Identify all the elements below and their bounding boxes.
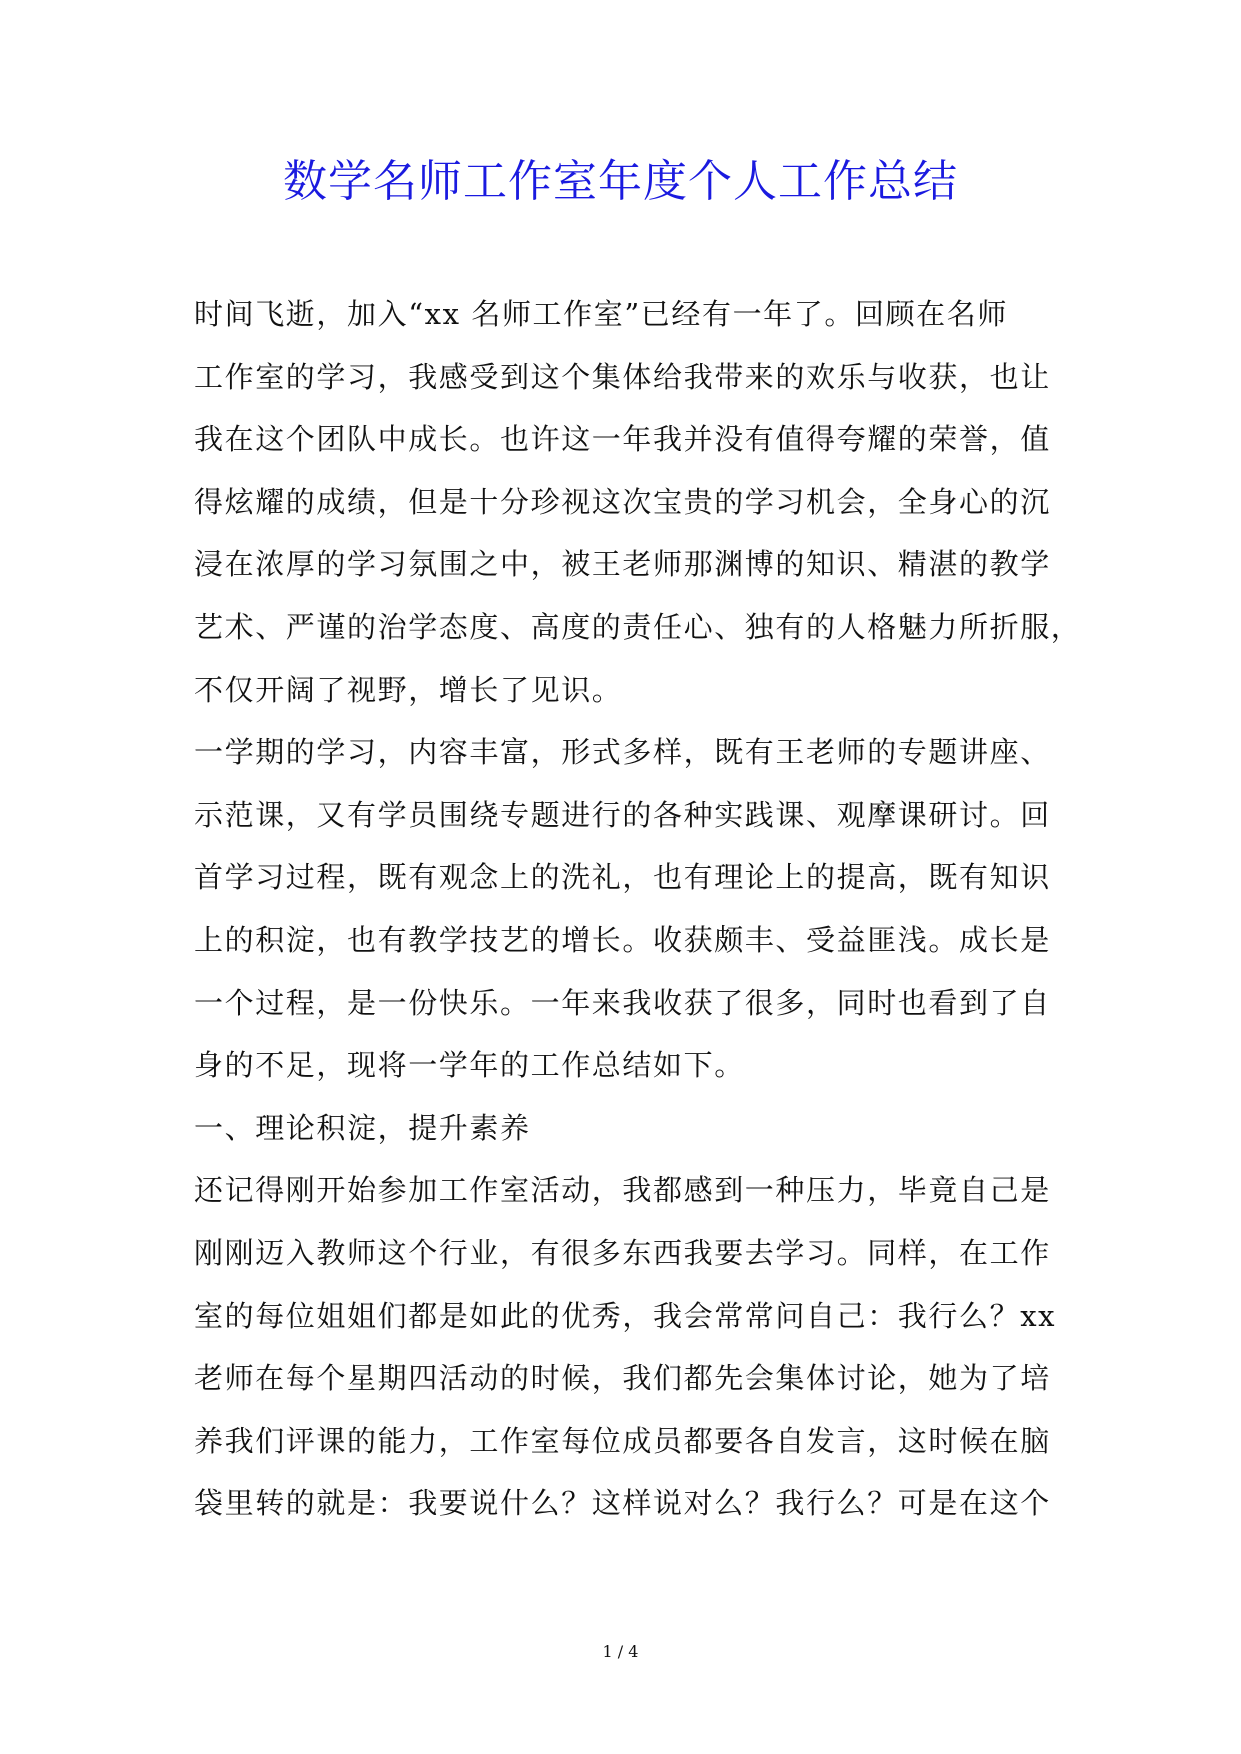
text-line: 刚刚迈入教师这个行业，有很多东西我要去学习。同样，在工作	[194, 1235, 1051, 1270]
section-heading: 一、理论积淀，提升素养	[194, 1110, 531, 1145]
text-line: 身的不足，现将一学年的工作总结如下。	[194, 1048, 745, 1083]
text-line: 养我们评课的能力，工作室每位成员都要各自发言，这时候在脑	[194, 1423, 1051, 1458]
text-line: 艺术、严谨的治学态度、高度的责任心、独有的人格魅力所折服，	[194, 609, 1082, 644]
text-line: 还记得刚开始参加工作室活动，我都感到一种压力，毕竟自己是	[194, 1173, 1051, 1208]
text-line: 不仅开阔了视野，增长了见识。	[194, 672, 623, 707]
text-line: 得炫耀的成绩，但是十分珍视这次宝贵的学习机会，全身心的沉	[194, 484, 1051, 519]
document-body	[194, 283, 1082, 1535]
text-line: 一学期的学习，内容丰富，形式多样，既有王老师的专题讲座、	[194, 735, 1051, 770]
text-line: 我在这个团队中成长。也许这一年我并没有值得夸耀的荣誉，值	[194, 422, 1051, 457]
text-line: 示范课，又有学员围绕专题进行的各种实践课、观摩课研讨。回	[194, 797, 1051, 832]
text-line: 老师在每个星期四活动的时候，我们都先会集体讨论，她为了培	[194, 1361, 1051, 1396]
document-title: 数学名师工作室年度个人工作总结	[283, 156, 958, 207]
text-line: 室的每位姐姐们都是如此的优秀，我会常常问自己：我行么？xx	[194, 1298, 1057, 1333]
text-line: 浸在浓厚的学习氛围之中，被王老师那渊博的知识、精湛的教学	[194, 547, 1051, 582]
text-line: 工作室的学习，我感受到这个集体给我带来的欢乐与收获，也让	[194, 359, 1051, 394]
text-line: 一个过程，是一份快乐。一年来我收获了很多，同时也看到了自	[194, 985, 1051, 1020]
text-line: 袋里转的就是：我要说什么？这样说对么？我行么？可是在这个	[194, 1486, 1051, 1521]
text-line: 首学习过程，既有观念上的洗礼，也有理论上的提高，既有知识	[194, 860, 1051, 895]
page-number: 1 / 4	[602, 1642, 639, 1661]
text-line: 时间飞逝，加入“xx 名师工作室”已经有一年了。回顾在名师	[194, 297, 1008, 331]
text-line: 上的积淀，也有教学技艺的增长。收获颇丰、受益匪浅。成长是	[194, 922, 1051, 957]
